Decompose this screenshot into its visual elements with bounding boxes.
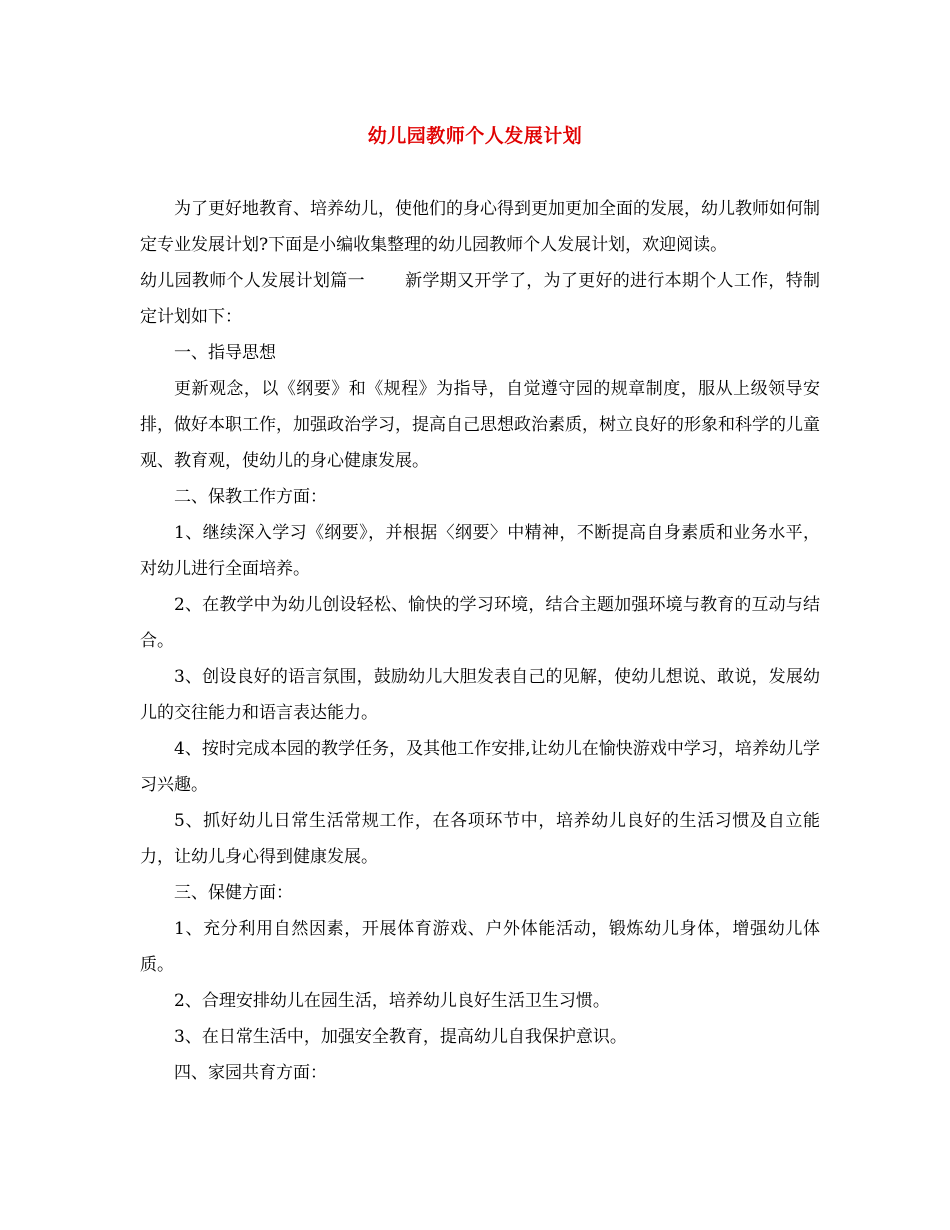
heading-guiding-thought: 一、指导思想 bbox=[174, 343, 276, 363]
section-lead: 新学期又开学了，为了更好的进行本期个人工作，特制定计划如下： bbox=[140, 271, 821, 327]
list-item: 1、充分利用自然因素，开展体育游戏、户外体能活动，锻炼幼儿身体，增强幼儿体质。 bbox=[140, 919, 820, 975]
list-item: 3、在日常生活中，加强安全教育，提高幼儿自我保护意识。 bbox=[174, 1027, 627, 1047]
list-item: 3、创设良好的语言氛围，鼓励幼儿大胆发表自己的见解，使幼儿想说、敢说，发展幼儿的交往能力和语言表达能力。 bbox=[140, 667, 820, 723]
list-item: 4、按时完成本园的教学任务，及其他工作安排,让幼儿在愉快游戏中学习，培养幼儿学习兴趣。 bbox=[140, 739, 820, 795]
list-item: 5、抓好幼儿日常生活常规工作，在各项环节中，培养幼儿良好的生活习惯及自立能力，让幼儿身心得到健康发展。 bbox=[140, 811, 820, 867]
document-title: 幼儿园教师个人发展计划 bbox=[367, 125, 583, 147]
heading-home-school: 四、家园共育方面： bbox=[174, 1063, 327, 1083]
intro-paragraph: 为了更好地教育、培养幼儿，使他们的身心得到更加更加全面的发展，幼儿教师如何制定专业发展计划?下面是小编收集整理的幼儿园教师个人发展计划，欢迎阅读。 bbox=[140, 199, 820, 255]
section-heading: 幼儿园教师个人发展计划篇一 bbox=[140, 271, 365, 291]
section-intro-line bbox=[140, 263, 820, 335]
list-item: 2、在教学中为幼儿创设轻松、愉快的学习环境，结合主题加强环境与教育的互动与结合。 bbox=[140, 595, 820, 651]
list-item: 2、合理安排幼儿在园生活，培养幼儿良好生活卫生习惯。 bbox=[174, 991, 610, 1011]
document-body bbox=[140, 191, 820, 1091]
paragraph-guiding-thought: 更新观念，以《纲要》和《规程》为指导，自觉遵守园的规章制度，服从上级领导安排，做好本职工作，加强政治学习，提高自己思想政治素质，树立良好的形象和科学的儿童观、教育观，使幼儿的身心健康发展。 bbox=[140, 379, 820, 471]
heading-health: 三、保健方面： bbox=[174, 883, 293, 903]
heading-care-education: 二、保教工作方面： bbox=[174, 487, 327, 507]
list-item: 1、继续深入学习《纲要》，并根据〈纲要〉中精神，不断提高自身素质和业务水平，对幼儿进行全面培养。 bbox=[140, 523, 820, 579]
